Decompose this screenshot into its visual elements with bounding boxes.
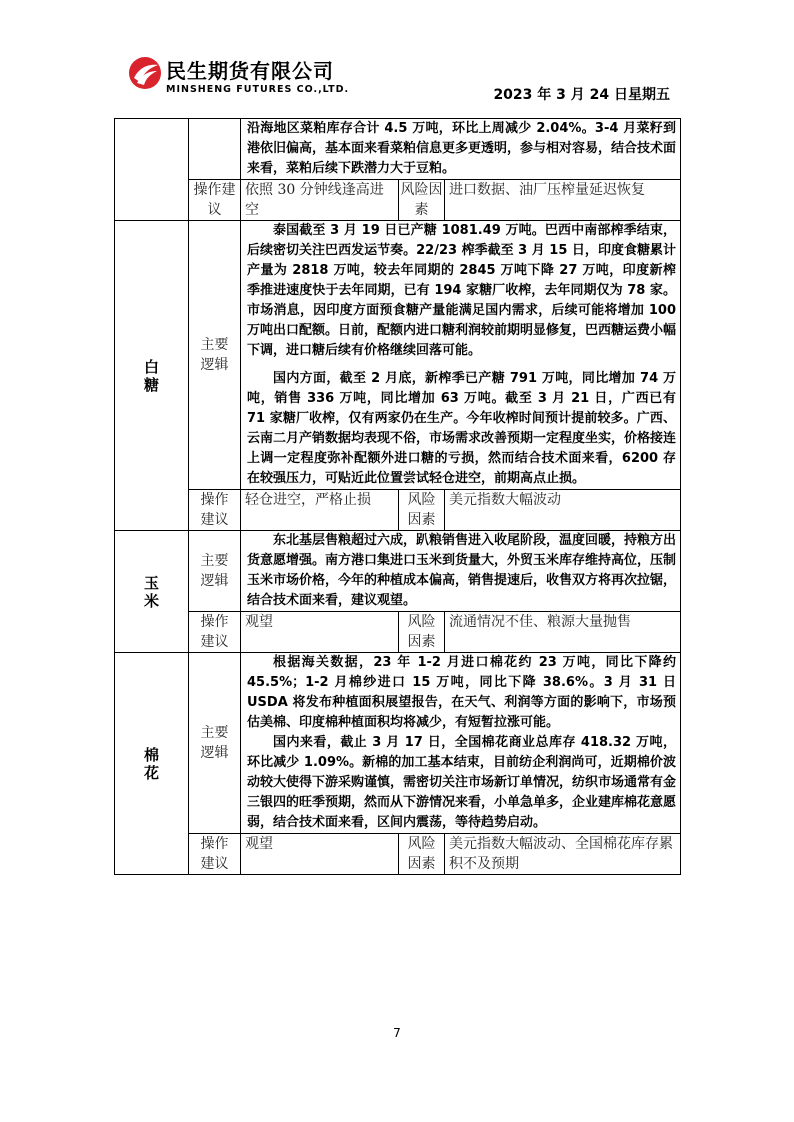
commodity-name: 白糖 (115, 221, 189, 531)
logic-paragraph: 东北基层售粮超过六成，趴粮销售进入收尾阶段，温度回暖，持粮方出货意愿增强。南方港口集进口玉米到货量大，外贸玉米库存维持高位，压制玉米市场价格，今年的种植成本偏高，销售提速后，收售双方将再次拉锯，结合技术面来看，建议观望。 (247, 533, 677, 608)
risk-label: 风险因素 (399, 180, 445, 221)
commodity-name (115, 119, 189, 221)
table-row (115, 180, 681, 221)
table-row (115, 221, 681, 490)
operation-label: 操作建议 (189, 612, 241, 653)
risk-factors: 美元指数大幅波动、全国棉花库存累积不及预期 (445, 834, 681, 875)
logic-paragraph: 泰国截至 3 月 19 日已产糖 1081.49 万吨。巴西中南部榨季结束，后续密切关注巴西发运节奏。22/23 榨季截至 3 月 15 日，印度食糖累计产量为 2818 万吨，较去年同期的 2845 万吨下降 27 万吨，印度新榨季推进速度快于去年同期，已有 194 家糖厂收榨，去年同期仅为 78 家。市场消息，因印度方面预食糖产量能满足国内需求，后续可能将增加 100 万吨出口配额。日前，配额内进口糖利润较前期明显修复，巴西糖运费小幅下调，进口糖后续有价格继续回落可能。 (247, 223, 677, 358)
operation-advice: 观望 (241, 612, 399, 653)
logic-paragraph: 国内方面，截至 2 月底，新榨季已产糖 791 万吨，同比增加 74 万吨，销售 336 万吨，同比增加 63 万吨。截至 3 月 21 日，广西已有 71 家糖厂收榨，仅有两家仍在生产。今年收榨时间预计提前较多。广西、云南二月产销数据均表现不俗，市场需求改善预期一定程度坐实，价格接连上调一定程度弥补配额外进口糖的亏损，然而结合技术面来看，6200 存在较强压力，可贴近此位置尝试轻仓进空，前期高点止损。 (247, 371, 677, 486)
page-header (0, 0, 794, 110)
company-name-en: MINSHENG FUTURES CO.,LTD. (166, 84, 350, 95)
risk-label: 风险因素 (399, 834, 445, 875)
operation-label: 操作建议 (189, 490, 241, 531)
logic-content (241, 119, 681, 180)
minsheng-logo-icon (128, 56, 162, 90)
logic-label: 主要逻辑 (189, 221, 241, 490)
table-row (115, 490, 681, 531)
company-name-cn: 民生期货有限公司 (166, 59, 334, 83)
risk-factors: 美元指数大幅波动 (445, 490, 681, 531)
commodity-table (114, 118, 681, 875)
risk-factors: 流通情况不佳、粮源大量抛售 (445, 612, 681, 653)
logic-label: 主要逻辑 (189, 653, 241, 834)
logic-paragraph: 国内来看，截止 3 月 17 日，全国棉花商业总库存 418.32 万吨，环比减少 1.09%。新棉的加工基本结束，目前纺企利润尚可，近期棉价波动较大使得下游采购谨慎，需密切关注市场新订单情况，纺织市场通常有金三银四的旺季预期，然而从下游情况来看，小单急单多，企业建库棉花意愿弱，结合技术面来看，区间内震荡，等待趋势启动。 (247, 735, 677, 830)
logic-content (241, 531, 681, 612)
operation-advice: 轻仓进空，严格止损 (241, 490, 399, 531)
table-row (115, 531, 681, 612)
operation-advice: 观望 (241, 834, 399, 875)
logic-label: 主要逻辑 (189, 531, 241, 612)
logic-paragraph: 根据海关数据，23 年 1-2 月进口棉花约 23 万吨，同比下降约 45.5%；1-2 月棉纱进口 15 万吨，同比下降 38.6%。3 月 31 日 USDA 将发布种植面积展望报告，在天气、利润等方面的影响下，市场预估美棉、印度棉种植面积均将减少，有短暂拉涨可能。 (247, 655, 676, 730)
operation-advice: 依照 30 分钟线逢高进空 (241, 180, 399, 221)
operation-label: 操作建议 (189, 180, 241, 221)
logic-content (241, 653, 681, 834)
logic-content (241, 221, 681, 490)
risk-label: 风险因素 (399, 490, 445, 531)
table-row (115, 834, 681, 875)
risk-factors: 进口数据、油厂压榨量延迟恢复 (445, 180, 681, 221)
table-row (115, 653, 681, 834)
page-number: 7 (393, 1026, 401, 1040)
table-row (115, 612, 681, 653)
logic-paragraph: 沿海地区菜粕库存合计 4.5 万吨，环比上周减少 2.04%。3-4 月菜籽到港依旧偏高，基本面来看菜粕信息更多更透明，参与相对容易，结合技术面来看，菜粕后续下跌潜力大于豆粕。 (247, 121, 677, 176)
commodity-name: 玉米 (115, 531, 189, 653)
risk-label: 风险因素 (399, 612, 445, 653)
logic-label (189, 119, 241, 180)
report-date: 2023 年 3 月 24 日星期五 (493, 87, 670, 103)
table-row (115, 119, 681, 180)
operation-label: 操作建议 (189, 834, 241, 875)
commodity-name: 棉花 (115, 653, 189, 875)
